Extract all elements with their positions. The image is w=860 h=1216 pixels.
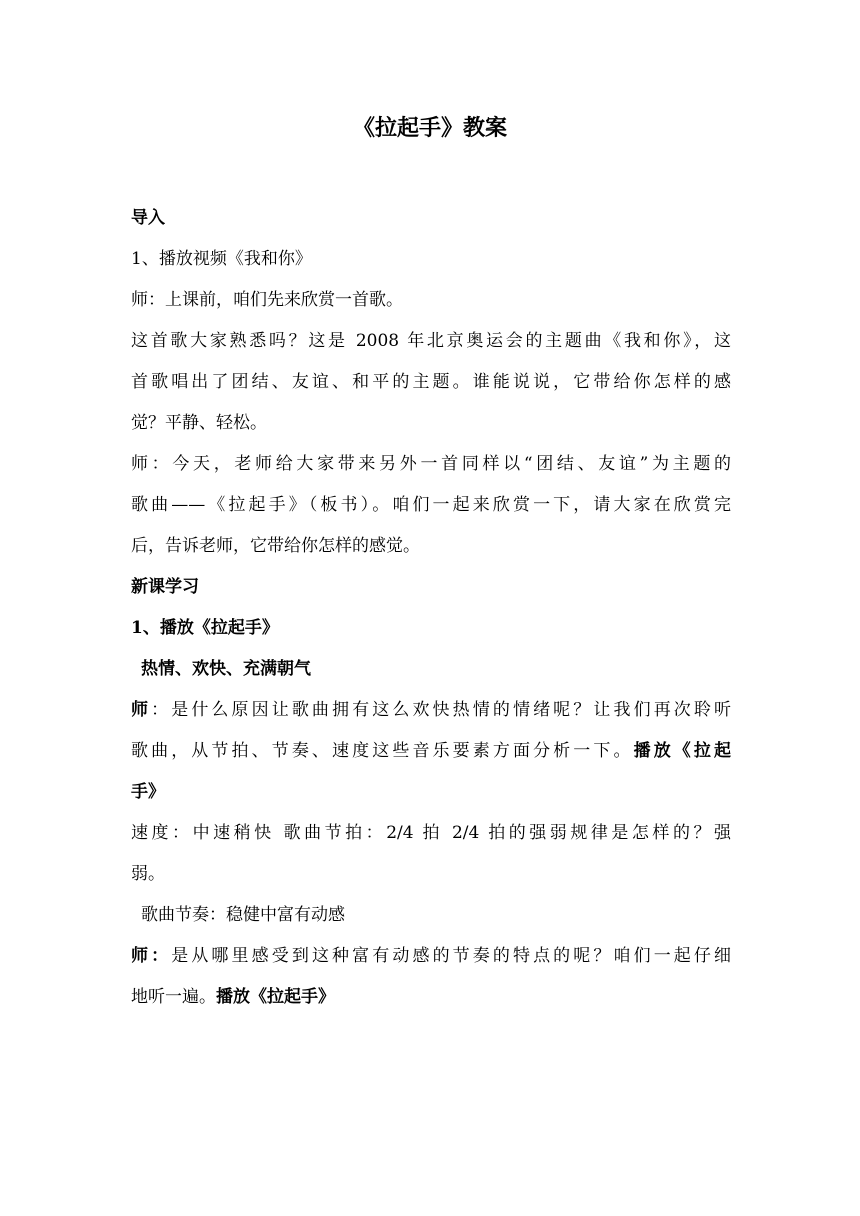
play-instruction: 播放《拉起 [633,741,731,761]
speaker-label: 师： [131,946,172,966]
subheading-play-song: 1、播放《拉起手》 [131,618,279,638]
paragraph-line: 这首歌大家熟悉吗？这是 2008 年北京奥运会的主题曲《我和你》，这 [131,331,731,351]
section-heading-intro: 导入 [131,208,165,228]
paragraph-line: 弱。 [131,864,165,884]
paragraph-line [131,731,731,772]
play-instruction-cont: 手》 [131,782,165,802]
paragraph-line [131,690,731,731]
paragraph-line: 歌曲——《拉起手》（板书）。咱们一起来欣赏一下，请大家在欣赏完 [131,495,731,515]
mood-keywords: 热情、欢快、充满朝气 [141,659,311,679]
paragraph-line: 1、播放视频《我和你》 [131,249,312,269]
paragraph-text: 歌曲，从节拍、节奏、速度这些音乐要素方面分析一下。 [131,741,634,761]
paragraph-text: 地听一遍。 [131,987,216,1007]
paragraph-line: 速度：中速稍快 歌曲节拍：2/4 拍 2/4 拍的强弱规律是怎样的？强 [131,823,731,843]
play-instruction: 播放《拉起手》 [216,987,335,1007]
paragraph-line: 首歌唱出了团结、友谊、和平的主题。谁能说说，它带给你怎样的感 [131,372,731,392]
paragraph-line: 觉？平静、轻松。 [131,413,267,433]
paragraph-line: 师：今天，老师给大家带来另外一首同样以“团结、友谊”为主题的 [131,454,731,474]
paragraph-line: 歌曲节奏：稳健中富有动感 [141,905,345,925]
paragraph-text: 是从哪里感受到这种富有动感的节奏的特点的呢？咱们一起仔细 [171,946,731,966]
paragraph-line: 后，告诉老师，它带给你怎样的感觉。 [131,536,420,556]
section-heading-new-lesson: 新课学习 [131,577,199,597]
paragraph-line: 师：上课前，咱们先来欣赏一首歌。 [131,290,403,310]
paragraph-line [131,936,731,977]
document-body [131,198,731,1018]
document-title: 《拉起手》教案 [352,115,507,141]
speaker-label: 师 [131,700,152,720]
paragraph-line [131,977,731,1018]
paragraph-text: ：是什么原因让歌曲拥有这么欢快热情的情绪呢？让我们再次聆听 [151,700,731,720]
